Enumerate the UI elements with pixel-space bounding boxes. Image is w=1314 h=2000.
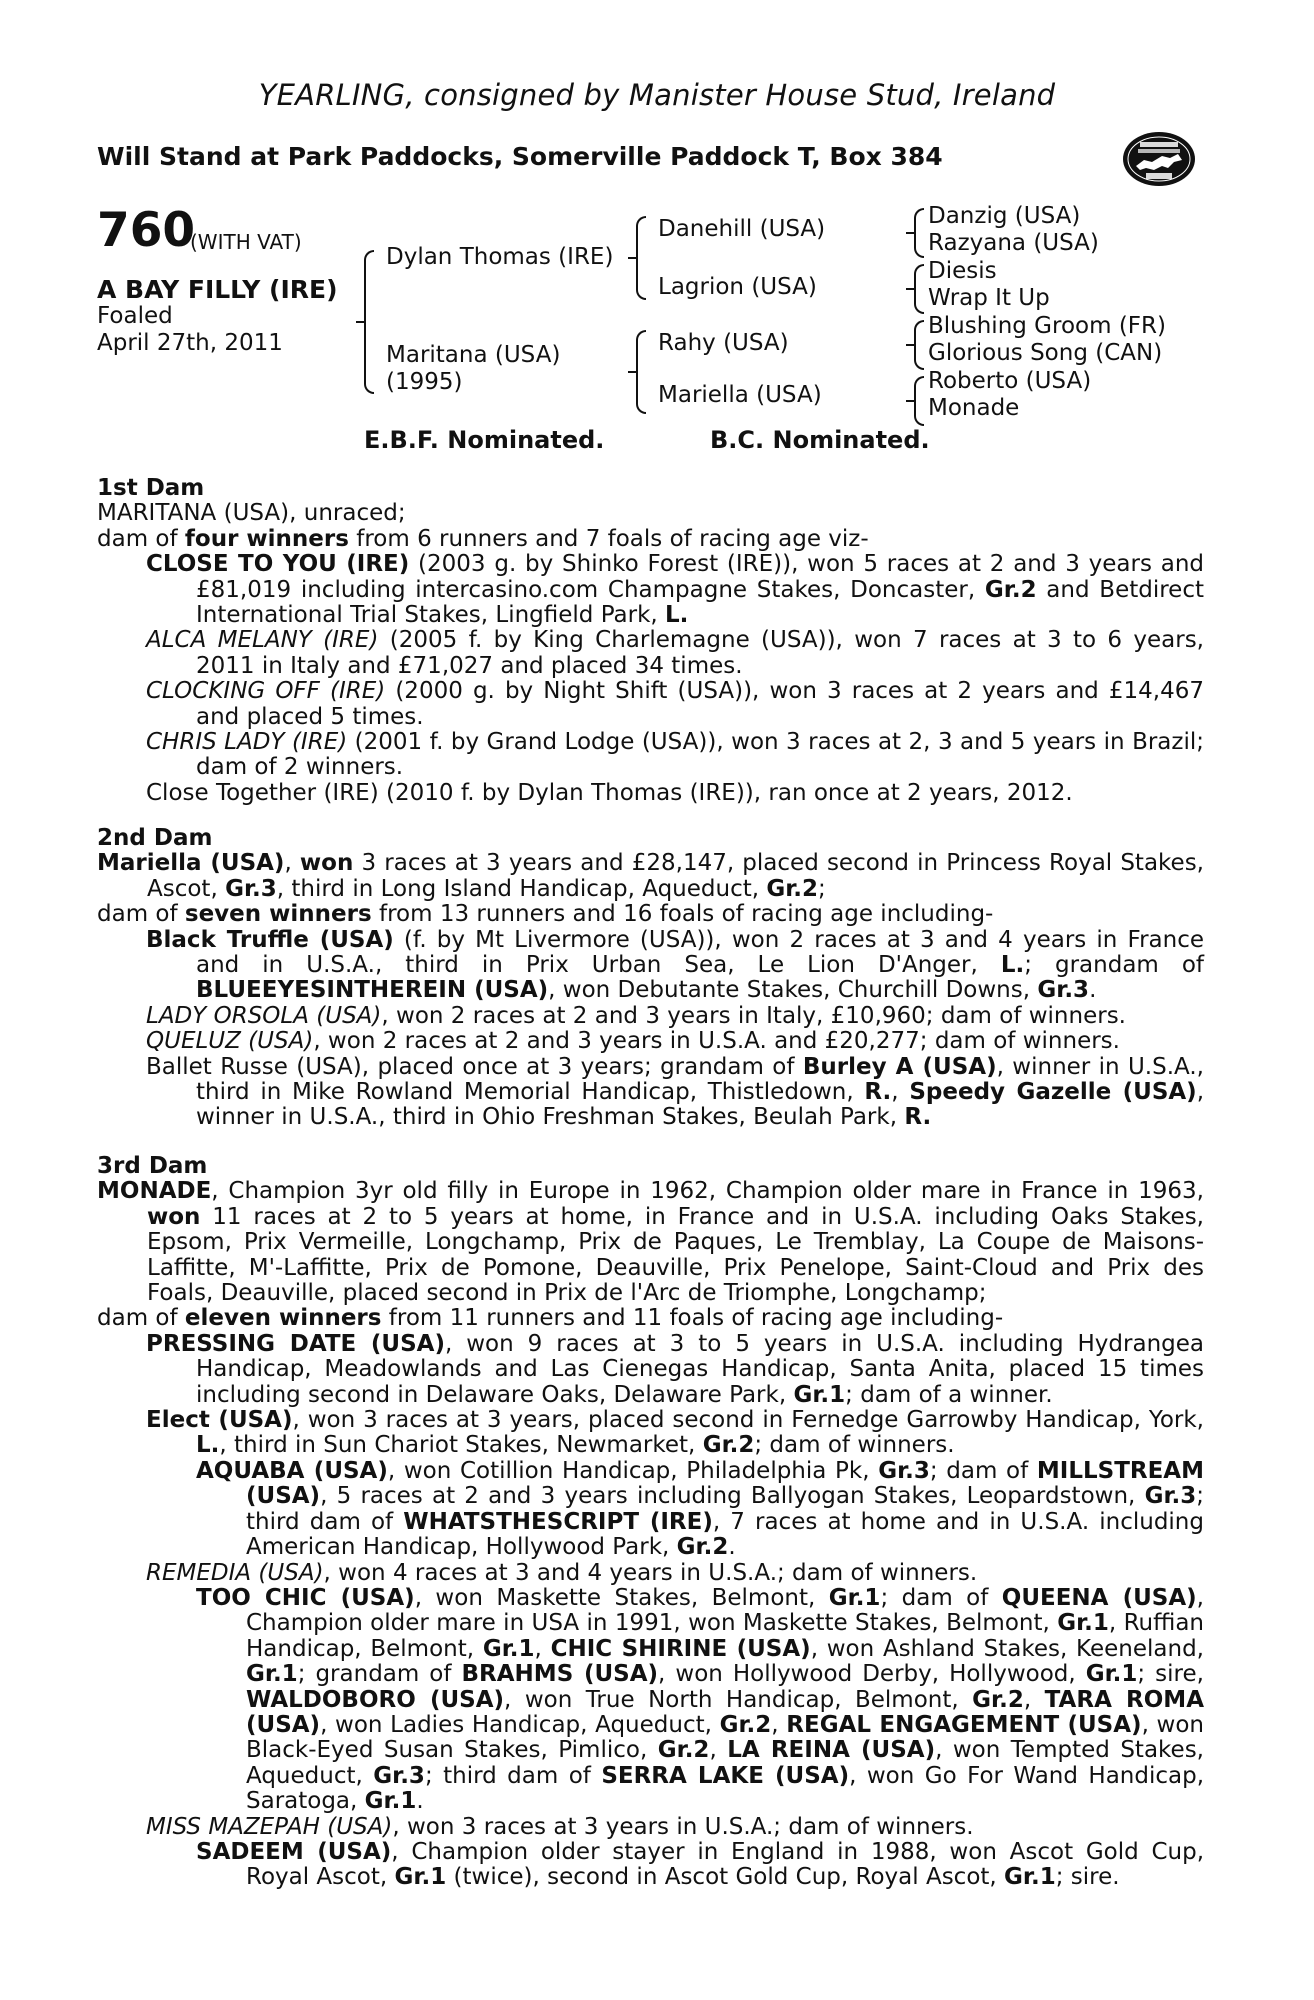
pedigree-brace: [914, 376, 924, 426]
produce-entry: TOO CHIC (USA), won Maskette Stakes, Belmont, Gr.1; dam of QUEENA (USA), Champion older mare in USA in 1991, won Maskette Stakes, Belmont, Gr.1, Ruffian Handicap, Belmont, Gr.1, CHIC SHIRINE (USA), won Ashland Stakes, Keeneland, Gr.1; grandam of BRAHMS (USA), won Hollywood Derby, Hollywood, Gr.1; sire, WALDOBORO (USA), won True North Handicap, Belmont, Gr.2, TARA ROMA (USA), won Ladies Handicap, Aqueduct, Gr.2, REGAL ENGAGEMENT (USA), won Black-Eyed Susan Stakes, Pimlico, Gr.2, LA REINA (USA), won Tempted Stakes, Aqueduct, Gr.3; third dam of SERRA LAKE (USA), won Go For Wand Handicap, Saratoga, Gr.1.: [196, 1584, 1205, 1815]
lot-description: A BAY FILLY (IRE): [97, 275, 338, 304]
pedigree-g3-8: Monade: [928, 395, 1020, 421]
produce-entry: SADEEM (USA), Champion older stayer in England in 1988, won Ascot Gold Cup, Royal Ascot, Gr.1 (twice), second in Ascot Gold Cup, Royal Ascot, Gr.1; sire.: [196, 1838, 1205, 1891]
section-heading: 2nd Dam: [97, 825, 213, 851]
second-dam-section: [97, 826, 1204, 1131]
pedigree-g3-7: Roberto (USA): [928, 368, 1092, 394]
produce-entry: LADY ORSOLA (USA), won 2 races at 2 and 3 years in Italy, £10,960; dam of winners.: [146, 1002, 1126, 1029]
vat-label: (WITH VAT): [190, 230, 302, 254]
produce-entry: QUELUZ (USA), won 2 races at 2 and 3 years in U.S.A. and £20,277; dam of winners.: [146, 1028, 1120, 1055]
dam-intro: Mariella (USA), won 3 races at 3 years and £28,147, placed second in Princess Royal Stakes, Ascot, Gr.3, third in Long Island Handicap, Aqueduct, Gr.2;: [97, 850, 1204, 902]
pedigree-brace: [636, 330, 646, 414]
pedigree-brace: [914, 208, 924, 258]
produce-entry: Elect (USA), won 3 races at 3 years, placed second in Fernedge Garrowby Handicap, York, L., third in Sun Chariot Stakes, Newmarket, Gr.2; dam of winners.: [146, 1407, 1204, 1459]
section-heading: 3rd Dam: [97, 1153, 208, 1179]
produce-entry: Close Together (IRE) (2010 f. by Dylan Thomas (IRE)), ran once at 2 years, 2012.: [146, 779, 1073, 806]
pedigree-brace: [364, 250, 374, 394]
produce-entry: REMEDIA (USA), won 4 races at 3 and 4 years in U.S.A.; dam of winners.: [146, 1559, 978, 1586]
pedigree-dam: Maritana (USA): [386, 342, 561, 368]
produce-entry: PRESSING DATE (USA), won 9 races at 3 to 5 years in U.S.A. including Hydrangea Handicap, Meadowlands and Las Cienegas Handicap, Santa Anita, placed 15 times including second in Delaware Oaks, Delaware Park, Gr.1; dam of a winner.: [146, 1330, 1204, 1408]
pedigree-sire: Dylan Thomas (IRE): [386, 244, 614, 270]
pedigree-g3-4: Wrap It Up: [928, 285, 1050, 311]
page-title: YEARLING, consigned by Manister House Stud, Ireland: [258, 78, 1056, 112]
foaled-label: Foaled: [97, 303, 173, 329]
ebf-nominated: E.B.F. Nominated.: [364, 426, 605, 454]
produce-entry: CLOSE TO YOU (IRE) (2003 g. by Shinko Forest (IRE)), won 5 races at 2 and 3 years and £81,019 including intercasino.com Champagne Stakes, Doncaster, Gr.2 and Betdirect International Trial Stakes, Lingfield Park, L.: [146, 551, 1205, 629]
lot-number: 760: [97, 203, 196, 258]
dam-of-line: dam of four winners from 6 runners and 7 foals of racing age viz-: [97, 525, 869, 552]
pedigree-brace: [636, 216, 646, 300]
pedigree-g3-6: Glorious Song (CAN): [928, 340, 1163, 366]
dam-of-line: dam of eleven winners from 11 runners and 11 foals of racing age including-: [97, 1305, 1004, 1332]
pedigree-sire-sire: Danehill (USA): [658, 216, 826, 242]
dam-intro: MARITANA (USA), unraced;: [97, 500, 406, 527]
pedigree-g3-2: Razyana (USA): [928, 230, 1099, 256]
pedigree-g3-1: Danzig (USA): [928, 203, 1081, 229]
pedigree-dam-year: (1995): [386, 369, 463, 395]
stand-location: Will Stand at Park Paddocks, Somerville Paddock T, Box 384: [97, 142, 943, 171]
produce-entry: Ballet Russe (USA), placed once at 3 years; grandam of Burley A (USA), winner in U.S.A., third in Mike Rowland Memorial Handicap, Thistledown, R., Speedy Gazelle (USA), winner in U.S.A., third in Ohio Freshman Stakes, Beulah Park, R.: [146, 1053, 1205, 1131]
produce-entry: Black Truffle (USA) (f. by Mt Livermore (USA)), won 2 races at 3 and 4 years in France and in U.S.A., third in Prix Urban Sea, Le Lion D'Anger, L.; grandam of BLUEEYESINTHEREIN (USA), won Debutante Stakes, Churchill Downs, Gr.3.: [146, 926, 1204, 1004]
pedigree-brace: [914, 320, 924, 370]
bc-nominated: B.C. Nominated.: [710, 426, 930, 454]
third-dam-section: [97, 1154, 1204, 1891]
produce-entry: ALCA MELANY (IRE) (2005 f. by King Charlemagne (USA)), won 7 races at 3 to 6 years, 2011 in Italy and £71,027 and placed 34 times.: [146, 627, 1204, 679]
pedigree-g3-3: Diesis: [928, 258, 997, 284]
pedigree-dam-sire: Rahy (USA): [658, 330, 789, 356]
first-dam-section: [97, 476, 1204, 806]
section-heading: 1st Dam: [97, 475, 205, 501]
dam-intro: MONADE, Champion 3yr old filly in Europe in 1962, Champion older mare in France in 1963, won 11 races at 2 to 5 years at home, in France and in U.S.A. including Oaks Stakes, Epsom, Prix Vermeille, Longchamp, Prix de Paques, Le Tremblay, La Coupe de Maisons-Laffitte, M'-Laffitte, Prix de Pomone, Deauville, Prix Penelope, Saint-Cloud and Prix des Foals, Deauville, placed second in Prix de l'Arc de Triomphe, Longchamp;: [97, 1178, 1204, 1307]
produce-entry: MISS MAZEPAH (USA), won 3 races at 3 years in U.S.A.; dam of winners.: [146, 1813, 974, 1840]
pedigree-sire-dam: Lagrion (USA): [658, 274, 817, 300]
pedigree-brace: [914, 264, 924, 314]
dam-of-line: dam of seven winners from 13 runners and 16 foals of racing age including-: [97, 901, 994, 928]
pedigree-g3-5: Blushing Groom (FR): [928, 313, 1166, 339]
produce-entry: CHRIS LADY (IRE) (2001 f. by Grand Lodge (USA)), won 3 races at 2, 3 and 5 years in Brazil; dam of 2 winners.: [146, 729, 1205, 781]
foaled-date: April 27th, 2011: [97, 330, 283, 356]
pedigree-dam-dam: Mariella (USA): [658, 382, 822, 408]
yearling-bonus-logo: [1122, 130, 1196, 188]
produce-entry: CLOCKING OFF (IRE) (2000 g. by Night Shift (USA)), won 3 races at 2 years and £14,467 and placed 5 times.: [146, 678, 1204, 730]
produce-entry: AQUABA (USA), won Cotillion Handicap, Philadelphia Pk, Gr.3; dam of MILLSTREAM (USA), 5 races at 2 and 3 years including Ballyogan Stakes, Leopardstown, Gr.3; third dam of WHATSTHESCRIPT (IRE), 7 races at home and in U.S.A. including American Handicap, Hollywood Park, Gr.2.: [196, 1457, 1204, 1561]
